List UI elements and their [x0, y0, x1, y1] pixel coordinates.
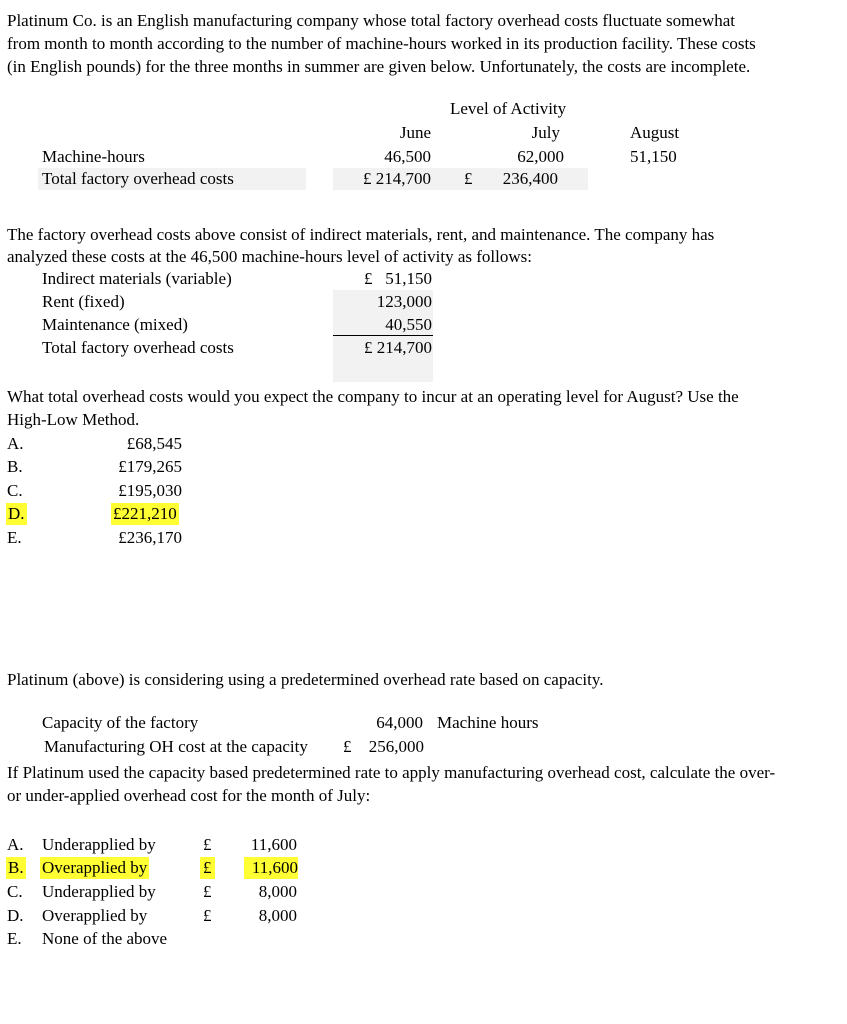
total-underline — [333, 335, 433, 336]
july-total-overhead: 236,400 — [502, 169, 558, 188]
q2-option-a-value: 11,600 — [250, 835, 297, 854]
august-machine-hours: 51,150 — [630, 147, 677, 166]
value-indirect-materials: £ 51,150 — [364, 269, 432, 288]
item-maintenance: Maintenance (mixed) — [42, 315, 188, 334]
capacity-value: 64,000 — [376, 713, 423, 732]
item-indirect-materials: Indirect materials (variable) — [42, 269, 232, 288]
july-currency: £ — [464, 169, 473, 188]
q2-option-c-letter: C. — [7, 882, 23, 901]
cost-label: Manufacturing OH cost at the capacity — [44, 737, 308, 756]
value-rent: 123,000 — [376, 292, 432, 311]
q2-option-b-label: Overapplied by — [42, 858, 148, 877]
q2-option-d-value: 8,000 — [258, 906, 297, 925]
q1-option-b-letter: B. — [7, 457, 23, 476]
q1-option-d-letter: D. — [8, 504, 25, 523]
q1-option-c-value: £195,030 — [118, 481, 182, 500]
june-machine-hours: 46,500 — [384, 147, 431, 166]
question2-line-2: or under-applied overhead cost for the month of July: — [7, 786, 371, 805]
value-total: £ 214,700 — [364, 338, 432, 357]
item-total: Total factory overhead costs — [42, 338, 234, 357]
q1-option-a-value: £68,545 — [126, 434, 182, 453]
row-label-machine-hours: Machine-hours — [42, 147, 145, 166]
july-machine-hours: 62,000 — [517, 147, 564, 166]
q2-option-c-value: 8,000 — [258, 882, 297, 901]
month-july: July — [531, 123, 560, 142]
cost-value: 256,000 — [368, 737, 424, 756]
analysis-line-1: The factory overhead costs above consist of indirect materials, rent, and maintenance. The company has — [7, 225, 715, 244]
q1-option-a-letter: A. — [7, 434, 24, 453]
capacity-unit: Machine hours — [437, 713, 539, 732]
q2-option-a-label: Underapplied by — [42, 835, 156, 854]
month-august: August — [630, 123, 680, 142]
q2-option-a-letter: A. — [7, 835, 24, 854]
level-of-activity-header: Level of Activity — [450, 99, 567, 118]
intro-line-1: Platinum Co. is an English manufacturing company whose total factory overhead costs fluctuate somewhat — [7, 11, 735, 30]
q1-option-b-value: £179,265 — [118, 457, 182, 476]
q2-option-d-label: Overapplied by — [42, 906, 148, 925]
question1-line-2: High-Low Method. — [7, 410, 140, 429]
q2-option-d-currency: £ — [203, 906, 212, 925]
cost-currency: £ — [343, 737, 352, 756]
q2-option-e-label: None of the above — [42, 929, 168, 948]
row-label-total-overhead: Total factory overhead costs — [42, 169, 234, 188]
capacity-label: Capacity of the factory — [42, 713, 199, 732]
question2-line-1: If Platinum used the capacity based predetermined rate to apply manufacturing overhead cost, calculate the over- — [7, 763, 776, 782]
intro-line-2: from month to month according to the number of machine-hours worked in its production facility. These costs — [7, 34, 756, 53]
item-rent: Rent (fixed) — [42, 292, 125, 311]
value-maintenance: 40,550 — [385, 315, 432, 334]
q2-option-c-label: Underapplied by — [42, 882, 156, 901]
q1-option-e-value: £236,170 — [118, 528, 182, 547]
q2-option-b-currency: £ — [200, 857, 215, 879]
q2-option-c-currency: £ — [203, 882, 212, 901]
q2-option-a-currency: £ — [203, 835, 212, 854]
q1-option-d-value: £221,210 — [113, 504, 177, 523]
q2-option-d-letter: D. — [7, 906, 24, 925]
q2-option-e-letter: E. — [7, 929, 22, 948]
question1-line-1: What total overhead costs would you expect the company to incur at an operating level for August? Use the — [7, 387, 739, 406]
q1-option-e-letter: E. — [7, 528, 22, 547]
intro-line-3: (in English pounds) for the three months in summer are given below. Unfortunately, the costs are incomplete. — [7, 57, 751, 76]
question2-intro: Platinum (above) is considering using a predetermined overhead rate based on capacity. — [7, 670, 604, 689]
q2-option-b-value: 11,600 — [244, 857, 298, 879]
q2-option-b-letter: B. — [8, 858, 24, 877]
june-total-overhead: £ 214,700 — [363, 169, 431, 188]
analysis-line-2: analyzed these costs at the 46,500 machine-hours level of activity as follows: — [7, 247, 532, 266]
month-june: June — [399, 123, 431, 142]
q1-option-c-letter: C. — [7, 481, 23, 500]
